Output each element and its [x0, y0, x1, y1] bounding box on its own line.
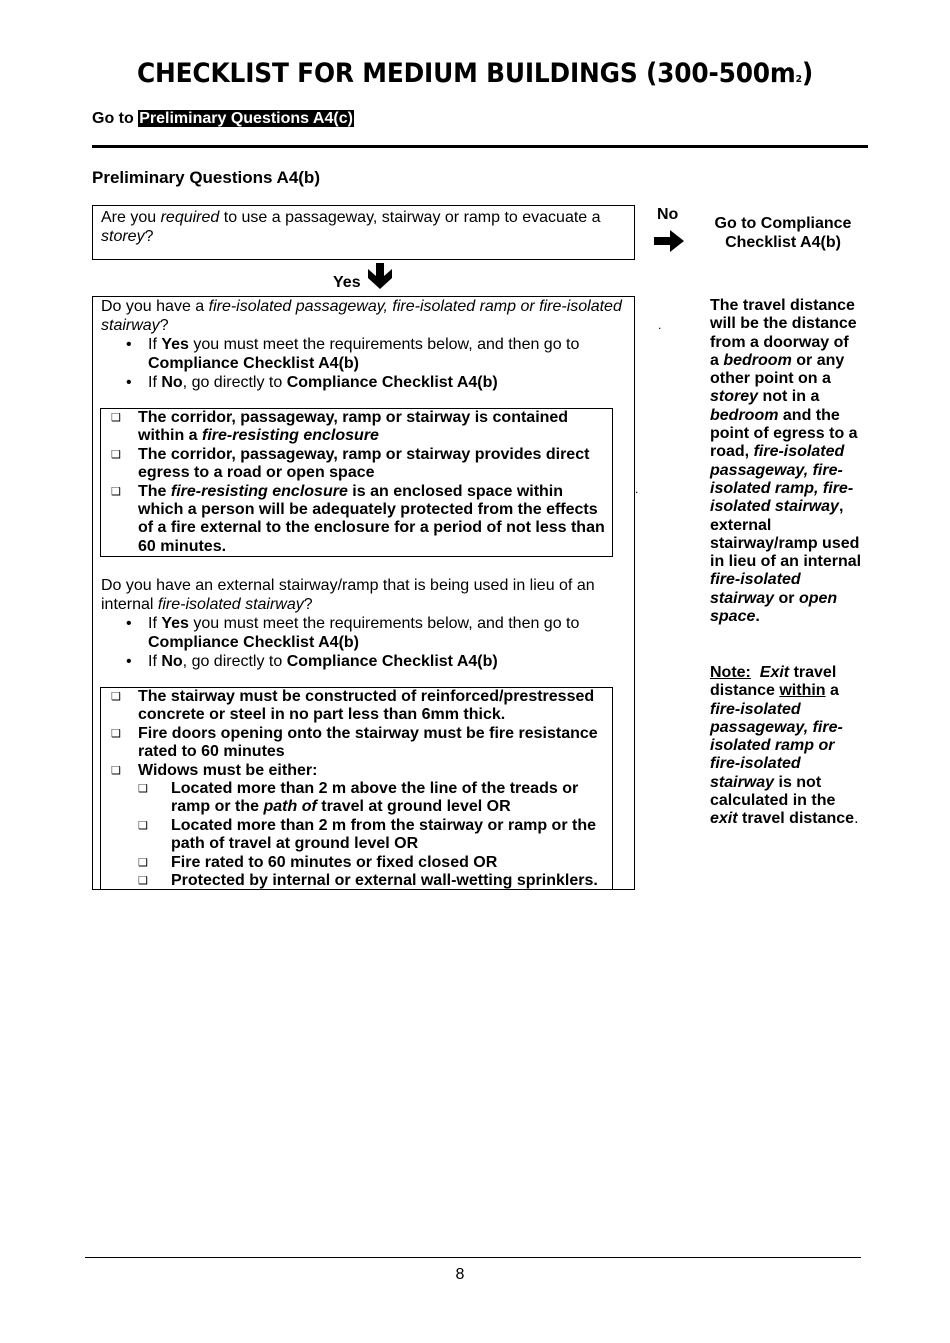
- checkbox-icon: ❑: [111, 448, 121, 461]
- side-note-exit: Note: Exit travel distance within a fire-isolated passageway, fire-isolated ramp or fire-isolated stairway is not calculated in the exit travel distance.: [710, 664, 859, 828]
- arrow-right-icon: [652, 228, 686, 254]
- section-divider: [92, 145, 868, 148]
- checkbox-icon: ❑: [111, 764, 121, 777]
- check-subitem[interactable]: ❑ Located more than 2 m from the stairway or ramp or the path of travel at ground level OR: [138, 816, 596, 853]
- stray-dot: .: [658, 318, 662, 332]
- checkbox-icon: ❑: [138, 783, 148, 796]
- bullet-if-no: • If No, go directly to Compliance Checklist A4(b): [101, 373, 631, 392]
- checklist-fire-isolated: [100, 408, 613, 557]
- section-heading: Preliminary Questions A4(b): [92, 168, 320, 187]
- checkbox-icon: ❑: [138, 819, 148, 832]
- question-box-evacuate: Are you required to use a passageway, stairway or ramp to evacuate a storey?: [92, 205, 635, 260]
- goto-compliance-link[interactable]: Go to Compliance Checklist A4(b): [714, 215, 852, 251]
- check-item[interactable]: ❑ The corridor, passageway, ramp or stairway is contained within a fire-resisting enclosure: [111, 409, 569, 445]
- check-subitem[interactable]: ❑ Protected by internal or external wall-wetting sprinklers.: [138, 872, 598, 890]
- checkbox-icon: ❑: [138, 856, 148, 869]
- check-subitem[interactable]: ❑ Fire rated to 60 minutes or fixed closed OR: [138, 853, 498, 871]
- bullet-if-no: • If No, go directly to Compliance Checklist A4(b): [101, 652, 631, 671]
- checkbox-icon: ❑: [111, 727, 121, 740]
- page-number: 8: [455, 1266, 465, 1283]
- checklist-external-stairway: [100, 687, 613, 890]
- checkbox-icon: ❑: [111, 412, 121, 424]
- question-fire-isolated: Do you have a fire-isolated passageway, fire-isolated ramp or fire-isolated stairway? • If Yes you must meet the requirements below, and then go to Compliance Checklist A4(b) • If No, go directly to Compliance Checklist A4(b): [101, 297, 631, 392]
- checkbox-icon: ❑: [111, 485, 121, 498]
- checkbox-icon: ❑: [111, 691, 121, 703]
- question-external-stairway: Do you have an external stairway/ramp that is being used in lieu of an internal fire-isolated stairway? • If Yes you must meet the requirements below, and then go to Compliance Checklist A4(b) • If No, go directly to Compliance Checklist A4(b): [101, 576, 631, 671]
- bullet-if-yes: • If Yes you must meet the requirements below, and then go to Compliance Checklist A4(b): [101, 614, 631, 652]
- check-item[interactable]: ❑ The corridor, passageway, ramp or stairway provides direct egress to a road or open space: [111, 445, 590, 482]
- page-title: CHECKLIST FOR MEDIUM BUILDINGS (300-500m2): [137, 58, 813, 89]
- goto-link[interactable]: Preliminary Questions A4(c): [139, 110, 353, 127]
- check-item[interactable]: ❑ The fire-resisting enclosure is an enclosed space within which a person will be adequately protected from the effects of a fire external to the enclosure for a period of not less than 60 minutes.: [111, 482, 605, 555]
- check-item[interactable]: ❑ The stairway must be constructed of reinforced/prestressed concrete or steel in no part less than 6mm thick.: [111, 688, 595, 724]
- side-note-travel-distance: The travel distance will be the distance from a doorway of a bedroom or any other point on a storey not in a bedroom and the point of egress to a road, fire-isolated passageway, fire-isolated ramp, fire-isolated stairway, external stairway/ramp used in lieu of an internal fire-isolated stairway or open space.: [710, 297, 862, 626]
- goto-line: [92, 110, 354, 128]
- check-item[interactable]: ❑ Fire doors opening onto the stairway must be fire resistance rated to 60 minutes: [111, 724, 598, 761]
- no-label: No: [657, 206, 679, 223]
- goto-prefix: Go to: [92, 110, 134, 127]
- arrow-down-icon: [366, 262, 394, 290]
- checkbox-icon: ❑: [138, 875, 148, 888]
- footer-divider: [85, 1257, 861, 1258]
- yes-label: Yes: [333, 274, 361, 291]
- check-item[interactable]: ❑ Widows must be either:: [111, 761, 318, 779]
- stray-dot: .: [635, 482, 639, 496]
- check-subitem[interactable]: ❑ Located more than 2 m above the line of the treads or ramp or the path of travel at ground level OR: [138, 780, 579, 816]
- bullet-if-yes: • If Yes you must meet the requirements below, and then go to Compliance Checklist A4(b): [101, 335, 631, 373]
